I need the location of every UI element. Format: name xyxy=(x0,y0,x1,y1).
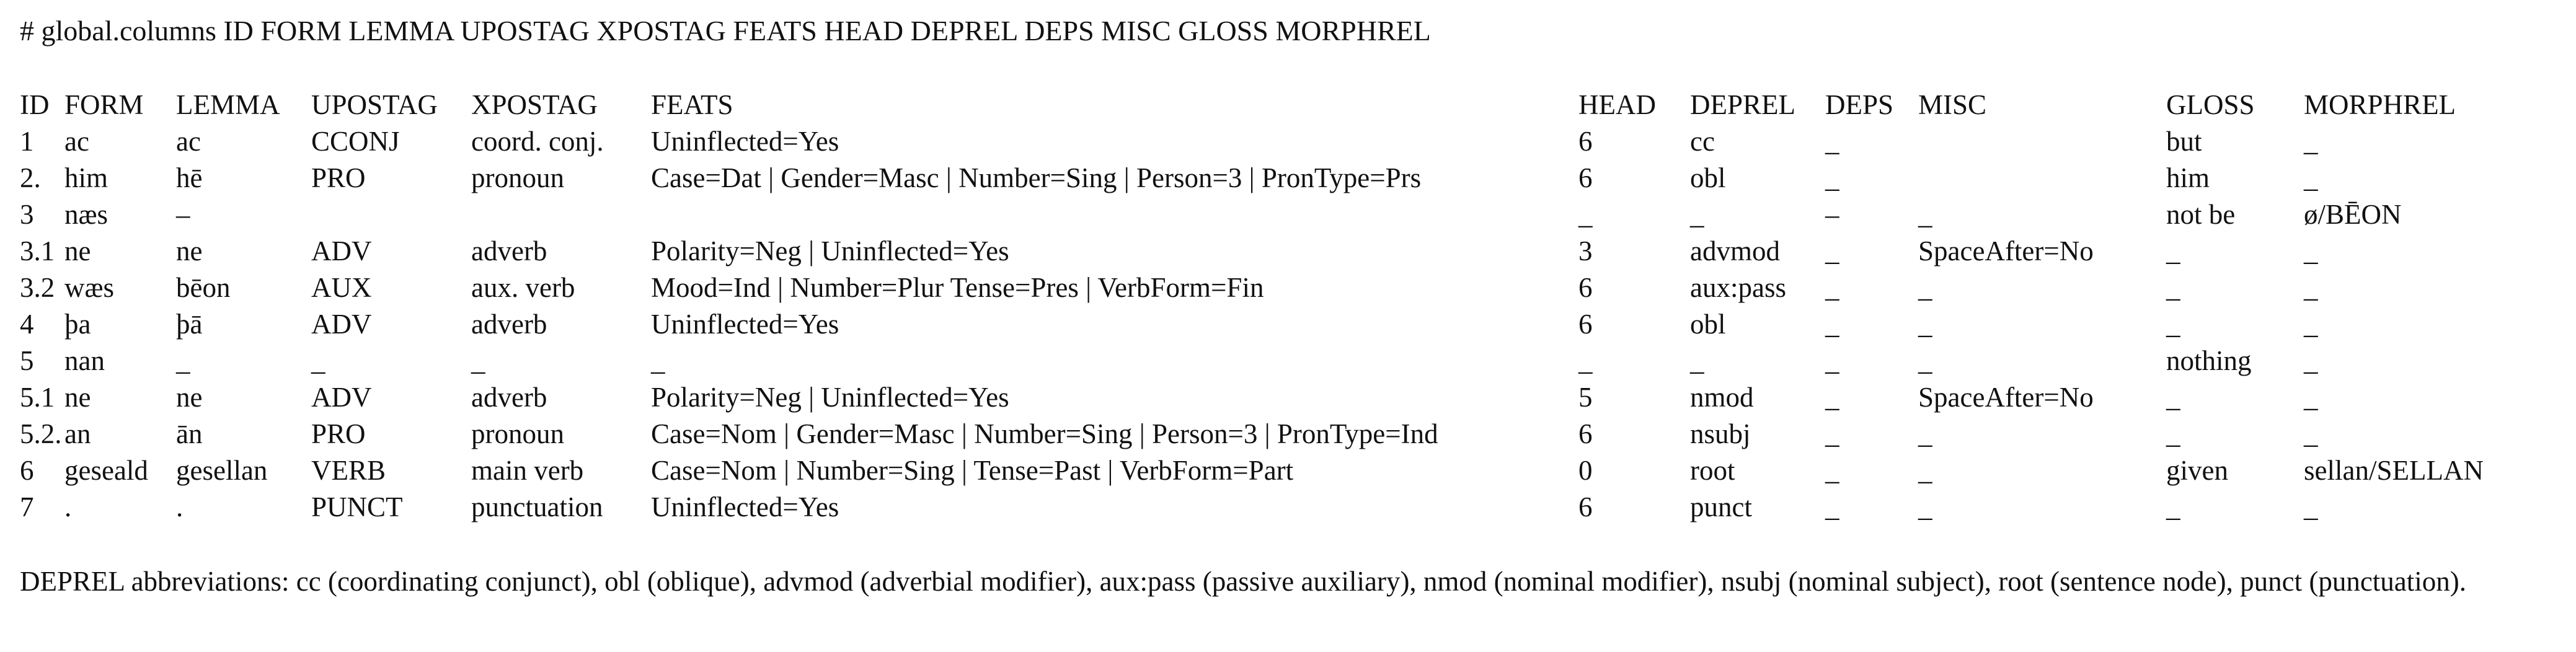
cell-deps: _ xyxy=(1825,272,1839,303)
column-header-feats: FEATS xyxy=(651,89,733,120)
global-columns-header: # global.columns ID FORM LEMMA UPOSTAG XPOSTAG FEATS HEAD DEPREL DEPS MISC GLOSS MORPHREL xyxy=(20,15,1431,46)
cell-gloss: nothing xyxy=(2166,345,2252,376)
cell-form: ne xyxy=(64,382,91,413)
cell-form: ac xyxy=(64,126,89,157)
cell-feats: Uninflected=Yes xyxy=(651,309,839,340)
cell-deprel: cc xyxy=(1690,126,1715,157)
cell-deps: _ xyxy=(1825,126,1839,157)
cell-lemma: _ xyxy=(176,345,190,376)
cell-lemma: gesellan xyxy=(176,455,268,486)
cell-gloss: given xyxy=(2166,455,2228,486)
table-row xyxy=(20,270,2521,306)
cell-morphrel: ø/BĒON xyxy=(2304,199,2402,230)
cell-xpostag: adverb xyxy=(471,236,547,267)
cell-morphrel: _ xyxy=(2304,162,2318,193)
cell-form: an xyxy=(64,418,91,449)
cell-upostag: PRO xyxy=(311,418,366,449)
cell-form: geseald xyxy=(64,455,148,486)
cell-upostag: _ xyxy=(311,345,325,376)
cell-lemma: hē xyxy=(176,162,203,193)
cell-id: 4 xyxy=(20,309,34,340)
cell-morphrel: _ xyxy=(2304,418,2318,449)
table-row xyxy=(20,452,2521,489)
cell-id: 5.1 xyxy=(20,382,55,413)
cell-misc: _ xyxy=(1918,455,1932,486)
cell-upostag: ADV xyxy=(311,309,372,340)
cell-gloss: _ xyxy=(2166,491,2180,522)
column-header-deps: DEPS xyxy=(1825,89,1894,120)
cell-deps: _ xyxy=(1825,162,1839,193)
cell-id: 5 xyxy=(20,345,34,376)
cell-xpostag: adverb xyxy=(471,309,547,340)
column-header-xpostag: XPOSTAG xyxy=(471,89,598,120)
cell-morphrel: _ xyxy=(2304,345,2318,376)
cell-upostag: VERB xyxy=(311,455,386,486)
cell-xpostag: adverb xyxy=(471,382,547,413)
cell-morphrel: sellan/SELLAN xyxy=(2304,455,2484,486)
cell-feats: Uninflected=Yes xyxy=(651,126,839,157)
cell-form: ne xyxy=(64,236,91,267)
cell-deprel: _ xyxy=(1690,345,1704,376)
cell-form: nan xyxy=(64,345,105,376)
cell-feats: Polarity=Neg | Uninflected=Yes xyxy=(651,236,1009,267)
cell-lemma: . xyxy=(176,491,184,522)
cell-deprel: root xyxy=(1690,455,1735,486)
table-row xyxy=(20,379,2521,416)
cell-feats: Mood=Ind | Number=Plur Tense=Pres | VerbForm=Fin xyxy=(651,272,1264,303)
cell-deprel: obl xyxy=(1690,162,1726,193)
cell-lemma: þā xyxy=(176,309,203,340)
cell-head: 6 xyxy=(1578,491,1593,522)
cell-id: 3.1 xyxy=(20,236,55,267)
cell-lemma: bēon xyxy=(176,272,231,303)
column-header-morphrel: MORPHREL xyxy=(2304,89,2456,120)
cell-feats: Case=Nom | Gender=Masc | Number=Sing | Person=3 | PronType=Ind xyxy=(651,418,1438,449)
cell-deps: _ xyxy=(1825,418,1839,449)
column-header-deprel: DEPREL xyxy=(1690,89,1796,120)
cell-deprel: punct xyxy=(1690,491,1752,522)
cell-deps: _ xyxy=(1825,382,1839,413)
column-header-misc: MISC xyxy=(1918,89,1987,120)
cell-upostag: AUX xyxy=(311,272,372,303)
cell-gloss: him xyxy=(2166,162,2210,193)
cell-morphrel: _ xyxy=(2304,126,2318,157)
table-row xyxy=(20,343,2521,379)
cell-deprel: nmod xyxy=(1690,382,1754,413)
cell-head: 0 xyxy=(1578,455,1593,486)
cell-gloss: _ xyxy=(2166,382,2180,413)
cell-head: _ xyxy=(1578,345,1593,376)
cell-head: 6 xyxy=(1578,272,1593,303)
cell-misc: _ xyxy=(1918,418,1932,449)
table-header-row xyxy=(20,87,2521,123)
cell-misc: _ xyxy=(1918,491,1932,522)
cell-misc: _ xyxy=(1918,345,1932,376)
cell-xpostag: coord. conj. xyxy=(471,126,604,157)
cell-head: 6 xyxy=(1578,162,1593,193)
cell-id: 5.2. xyxy=(20,418,62,449)
cell-lemma: ac xyxy=(176,126,201,157)
cell-deps: – xyxy=(1825,199,1839,230)
table-body xyxy=(20,123,2521,526)
cell-head: 5 xyxy=(1578,382,1593,413)
conllu-table xyxy=(20,87,2521,526)
cell-deprel: advmod xyxy=(1690,236,1780,267)
cell-misc: SpaceAfter=No xyxy=(1918,236,2094,267)
column-header-lemma: LEMMA xyxy=(176,89,280,120)
table-row xyxy=(20,489,2521,526)
cell-deps: _ xyxy=(1825,345,1839,376)
cell-head: _ xyxy=(1578,199,1593,230)
cell-xpostag: punctuation xyxy=(471,491,603,522)
cell-xpostag: _ xyxy=(471,345,485,376)
cell-deprel: nsubj xyxy=(1690,418,1751,449)
cell-upostag: PUNCT xyxy=(311,491,403,522)
column-header-upostag: UPOSTAG xyxy=(311,89,438,120)
cell-head: 6 xyxy=(1578,309,1593,340)
cell-upostag: PRO xyxy=(311,162,366,193)
cell-misc: _ xyxy=(1918,309,1932,340)
cell-misc xyxy=(1918,123,2166,160)
column-header-id: ID xyxy=(20,89,50,120)
cell-morphrel: _ xyxy=(2304,382,2318,413)
table-row xyxy=(20,416,2521,452)
cell-form: þa xyxy=(64,309,91,340)
cell-feats: Case=Dat | Gender=Masc | Number=Sing | Person=3 | PronType=Prs xyxy=(651,162,1422,193)
table-row xyxy=(20,123,2521,160)
cell-misc xyxy=(1918,160,2166,196)
cell-deprel: obl xyxy=(1690,309,1726,340)
cell-form: wæs xyxy=(64,272,115,303)
cell-head: 3 xyxy=(1578,236,1593,267)
table-row xyxy=(20,306,2521,343)
table-row xyxy=(20,233,2521,270)
cell-id: 3 xyxy=(20,199,34,230)
cell-upostag: ADV xyxy=(311,382,372,413)
table-row xyxy=(20,160,2521,196)
cell-id: 7 xyxy=(20,491,34,522)
cell-misc: SpaceAfter=No xyxy=(1918,382,2094,413)
cell-id: 3.2 xyxy=(20,272,55,303)
cell-lemma: – xyxy=(176,199,190,230)
cell-xpostag: pronoun xyxy=(471,418,564,449)
cell-upostag: ADV xyxy=(311,236,372,267)
cell-morphrel: _ xyxy=(2304,236,2318,267)
cell-feats: Case=Nom | Number=Sing | Tense=Past | VerbForm=Part xyxy=(651,455,1294,486)
cell-form: næs xyxy=(64,199,108,230)
cell-form: him xyxy=(64,162,108,193)
cell-head: 6 xyxy=(1578,126,1593,157)
cell-xpostag: aux. verb xyxy=(471,272,575,303)
column-header-gloss: GLOSS xyxy=(2166,89,2255,120)
cell-gloss: _ xyxy=(2166,236,2180,267)
cell-misc: _ xyxy=(1918,199,1932,230)
cell-lemma: ne xyxy=(176,382,203,413)
cell-morphrel: _ xyxy=(2304,309,2318,340)
cell-gloss: _ xyxy=(2166,272,2180,303)
cell-feats xyxy=(651,196,1578,233)
cell-morphrel: _ xyxy=(2304,272,2318,303)
cell-id: 2. xyxy=(20,162,41,193)
cell-gloss: not be xyxy=(2166,199,2236,230)
table-row xyxy=(20,196,2521,233)
cell-lemma: ne xyxy=(176,236,203,267)
cell-xpostag: main verb xyxy=(471,455,584,486)
cell-feats: Polarity=Neg | Uninflected=Yes xyxy=(651,382,1009,413)
cell-form: . xyxy=(64,491,72,522)
cell-xpostag: pronoun xyxy=(471,162,564,193)
cell-deprel: aux:pass xyxy=(1690,272,1786,303)
cell-deps: _ xyxy=(1825,309,1839,340)
cell-gloss: _ xyxy=(2166,309,2180,340)
cell-xpostag xyxy=(471,196,651,233)
deprel-footnote: DEPREL abbreviations: cc (coordinating conjunct), obl (oblique), advmod (adverbial modifier), aux:pass (passive auxiliary), nmod (nominal modifier), nsubj (nominal subject), root (sentence node), punct (punctuation). xyxy=(20,566,2467,597)
cell-id: 6 xyxy=(20,455,34,486)
column-header-head: HEAD xyxy=(1578,89,1656,120)
cell-misc: _ xyxy=(1918,272,1932,303)
cell-feats: _ xyxy=(651,345,665,376)
cell-lemma: ān xyxy=(176,418,203,449)
cell-gloss: but xyxy=(2166,126,2202,157)
cell-morphrel: _ xyxy=(2304,491,2318,522)
cell-head: 6 xyxy=(1578,418,1593,449)
cell-upostag: CCONJ xyxy=(311,126,400,157)
cell-gloss: _ xyxy=(2166,418,2180,449)
cell-deps: _ xyxy=(1825,236,1839,267)
cell-deprel: _ xyxy=(1690,199,1704,230)
cell-upostag xyxy=(311,196,471,233)
cell-deps: _ xyxy=(1825,455,1839,486)
cell-deps: _ xyxy=(1825,491,1839,522)
cell-id: 1 xyxy=(20,126,34,157)
cell-feats: Uninflected=Yes xyxy=(651,491,839,522)
column-header-form: FORM xyxy=(64,89,144,120)
